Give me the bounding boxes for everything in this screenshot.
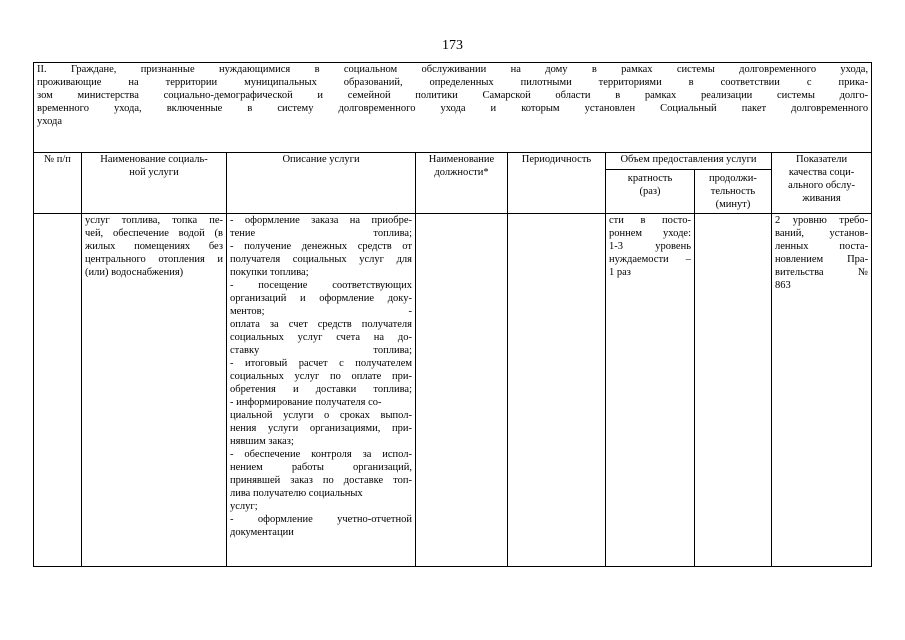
service-name-line: жилых помещениях без: [85, 241, 223, 252]
frequency-line: 1 раз: [609, 267, 631, 278]
description-line: - итоговый расчет с получателем: [230, 358, 412, 369]
description-line: социальных услуг по оплате при-: [230, 371, 412, 382]
header-volume: Объем предоставления услуги: [606, 153, 772, 170]
description-line: ментов; -: [230, 306, 412, 317]
header-quality-line: Показатели: [795, 154, 848, 165]
description-line: нением работы организаций,: [230, 462, 412, 473]
quality-line: новлением Пра-: [775, 254, 869, 265]
section-title-line: временного ухода, включенные в систему долговременного ухода и которым установлен Социальный пакет долговременного: [37, 103, 869, 114]
services-table: [33, 62, 872, 567]
header-duration-line: (минут): [715, 199, 751, 210]
cell-num: [34, 214, 82, 567]
description-line: получателя социальных услуг для: [230, 254, 412, 265]
cell-periodicity: [508, 214, 606, 567]
header-frequency: [606, 170, 695, 214]
service-name-line: услуг топлива, топка пе-: [85, 215, 223, 226]
description-line: покупки топлива;: [230, 267, 309, 278]
header-quality: [772, 153, 872, 214]
section-title-line: ухода: [37, 116, 63, 127]
header-quality-line: качества соци-: [788, 167, 855, 178]
section-title-line: II. Граждане, признанные нуждающимися в социальном обслуживании на дому в рамках системы долговременного ухода,: [37, 64, 869, 75]
header-frequency-line: (раз): [639, 186, 661, 197]
description-line: - информирование получателя со-: [230, 397, 382, 408]
quality-line: ленных поста-: [775, 241, 869, 252]
description-line: оплата за счет средств получателя: [230, 319, 412, 330]
description-line: - обеспечение контроля за испол-: [230, 449, 412, 460]
frequency-line: 1-3 уровень: [609, 241, 691, 252]
service-name-line: чей, обеспечение водой (в: [85, 228, 223, 239]
header-periodicity: Периодичность: [508, 153, 606, 214]
header-service-name-line: Наименование социаль-: [100, 154, 208, 165]
description-line: ставку топлива;: [230, 345, 412, 356]
header-position-line: должности*: [434, 167, 489, 178]
header-description: Описание услуги: [227, 153, 416, 214]
quality-line: вительства №: [775, 267, 869, 278]
description-line: - получение денежных средств от: [230, 241, 412, 252]
header-service-name: [82, 153, 227, 214]
description-line: - посещение соответствующих: [230, 280, 412, 291]
cell-position: [416, 214, 508, 567]
description-line: обретения и доставки топлива;: [230, 384, 412, 395]
header-position: [416, 153, 508, 214]
description-line: циальной услуги о сроках выпол-: [230, 410, 412, 421]
page-number: 173: [442, 38, 463, 53]
description-line: услуг;: [230, 501, 258, 512]
cell-frequency: [606, 214, 695, 567]
cell-quality: [772, 214, 872, 567]
description-line: организаций и оформление доку-: [230, 293, 412, 304]
description-line: - оформление заказа на приобре-: [230, 215, 412, 226]
description-line: нявшим заказ;: [230, 436, 294, 447]
section-title-line: зом министерства социально-демографической и семейной политики Самарской области в рамках реализации системы долго-: [37, 90, 869, 101]
frequency-line: роннем уходе:: [609, 228, 691, 239]
header-quality-line: ального обслу-: [788, 180, 855, 191]
service-name-line: (или) водоснабжения): [85, 267, 184, 278]
frequency-line: сти в посто-: [609, 215, 691, 226]
header-duration: [695, 170, 772, 214]
quality-line: 863: [775, 280, 791, 291]
header-duration-line: тельность: [710, 186, 756, 197]
description-line: социальных услуг счета на до-: [230, 332, 412, 343]
header-frequency-line: кратность: [627, 173, 673, 184]
section-title: [34, 63, 872, 153]
quality-line: 2 уровню требо-: [775, 215, 869, 226]
description-line: нения услуги организациями, при-: [230, 423, 412, 434]
frequency-line: нуждаемости –: [609, 254, 691, 265]
header-quality-line: живания: [802, 193, 841, 204]
quality-line: ваний, установ-: [775, 228, 869, 239]
description-line: тение топлива;: [230, 228, 412, 239]
cell-duration: [695, 214, 772, 567]
header-duration-line: продолжи-: [709, 173, 757, 184]
description-line: лива получателю социальных: [230, 488, 363, 499]
service-name-line: центрального отопления и: [85, 254, 223, 265]
section-title-line: проживающие на территории муниципальных образований, определенных пилотными территориями в соответствии с прика-: [37, 77, 869, 88]
description-line: - оформление учетно-отчетной: [230, 514, 412, 525]
header-service-name-line: ной услуги: [129, 167, 179, 178]
header-num: № п/п: [34, 153, 82, 214]
description-line: документации: [230, 527, 294, 538]
description-line: принявшей заказ по доставке топ-: [230, 475, 412, 486]
cell-service-name: [82, 214, 227, 567]
header-position-line: Наименование: [428, 154, 495, 165]
cell-description: [227, 214, 416, 567]
